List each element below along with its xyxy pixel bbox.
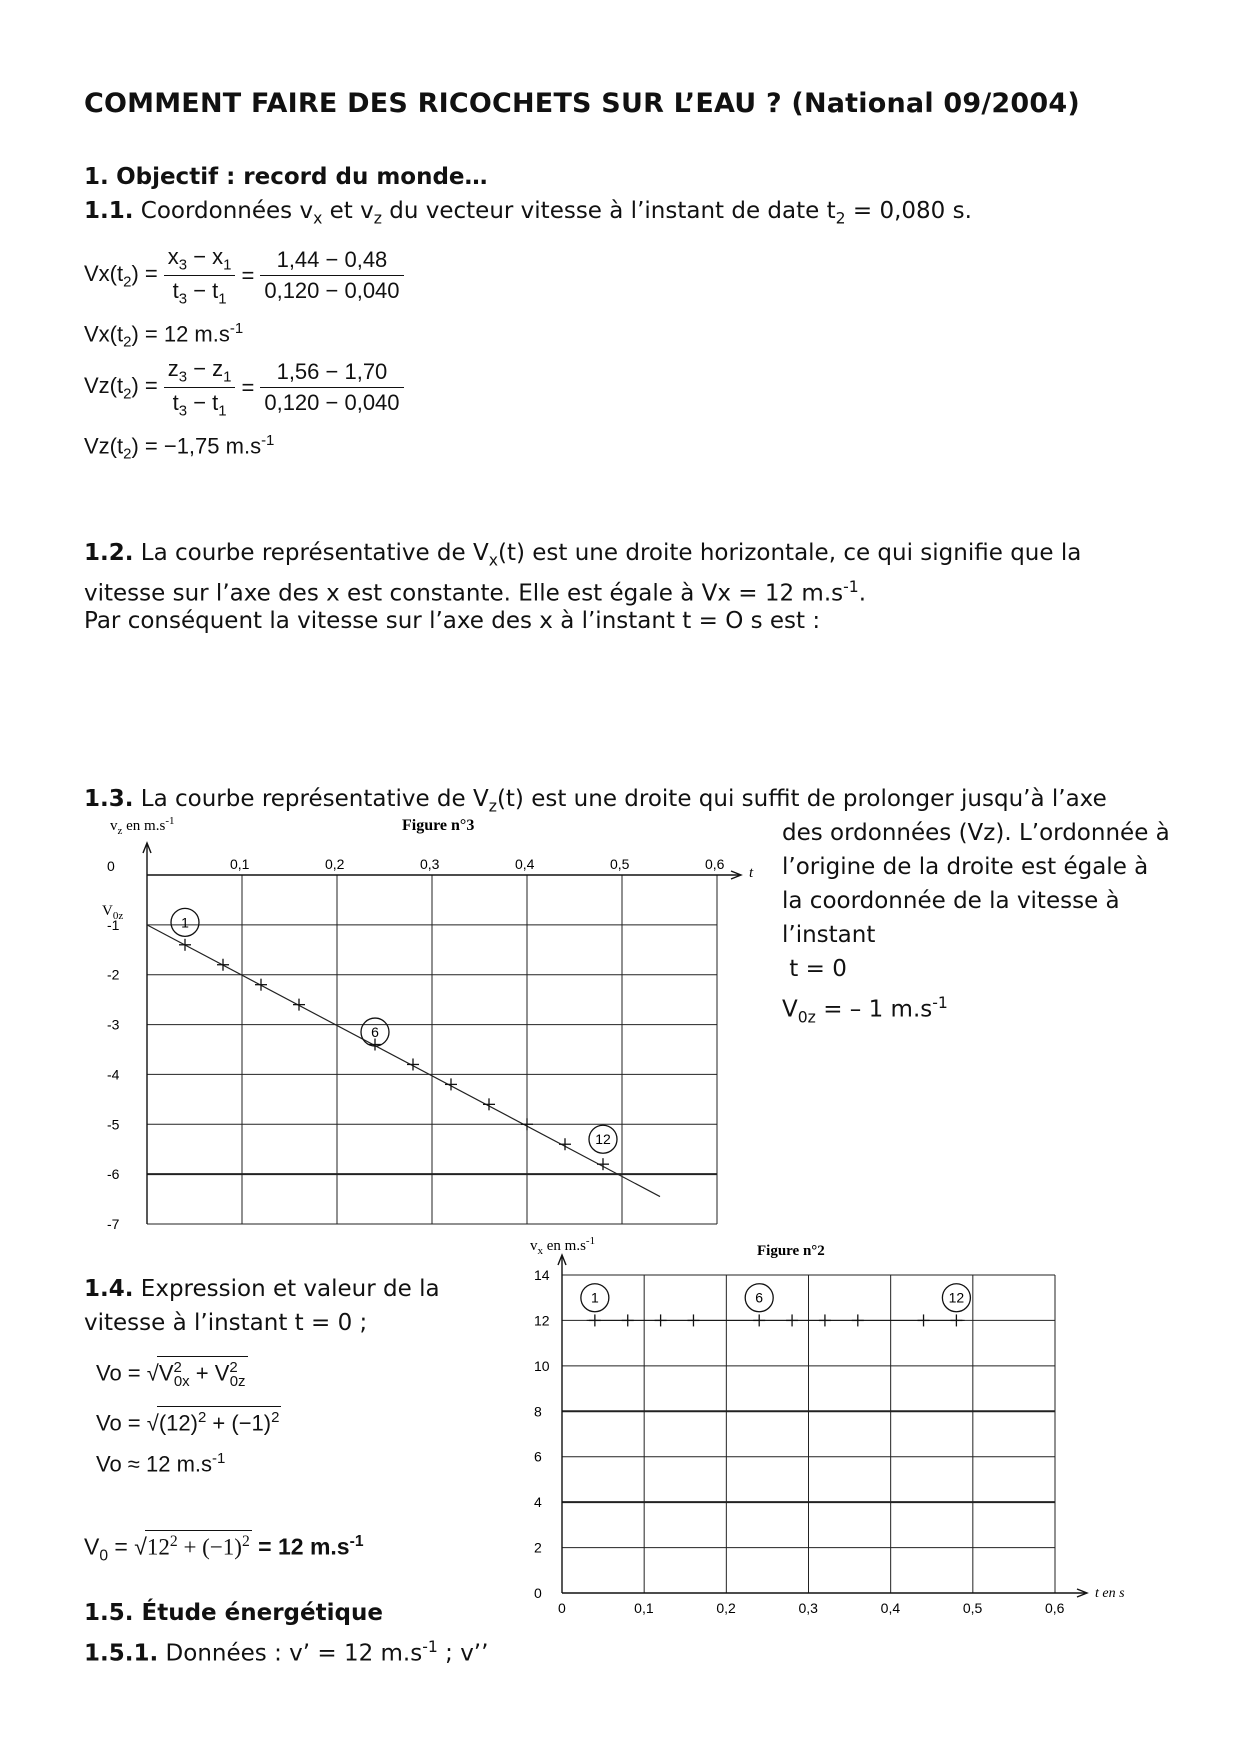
v0z-label: $V_{0z}$ xyxy=(102,903,124,922)
subscript: x xyxy=(313,208,323,228)
section-1-2-line1: 1.2. La courbe représentative de $V_x(t)$ est une droite horizontale, ce qui signifie que la xyxy=(84,540,1082,570)
section-1-3-line1: 1.3. La courbe représentative de $V_z(t)$ est une droite qui suffit de prolonger jusqu’à l’axe xyxy=(84,786,1107,816)
chart-title: Figure n°3 xyxy=(402,817,475,834)
y-tick-label: -3 xyxy=(107,1016,120,1033)
x-tick-label: 0 xyxy=(558,1600,566,1616)
y-tick-label: -1 xyxy=(107,916,120,933)
x-tick-label: 0,5 xyxy=(610,856,630,872)
text: du vecteur vitesse à l’instant de date t xyxy=(381,198,836,224)
section-1-2-line2: vitesse sur l’axe des x est constante. Elle est égale à Vx = 12 $m.s^{-1}$. xyxy=(84,577,867,607)
section-1-heading xyxy=(84,160,488,194)
section-number: 1.3. xyxy=(84,786,134,812)
text: = 0,080 s. xyxy=(845,198,972,224)
x-tick-label: 0,2 xyxy=(325,856,345,872)
x-tick-label: 0,1 xyxy=(634,1600,654,1616)
data-point xyxy=(217,959,229,971)
equals-sign: = xyxy=(241,262,255,288)
equation-v0-final: $V_0 = √12^2 + (-1)^2 = 12$ $m.s^{-1}$ xyxy=(84,1530,364,1565)
section-title: Objectif : record du monde… xyxy=(116,164,488,190)
y-tick-label: 10 xyxy=(534,1357,550,1374)
section-1-3-line2: des ordonnées (Vz). L’ordonnée à xyxy=(782,820,1170,846)
fraction-symbolic: $\frac{z_3 - z_1}{t_3 - t_1}$ xyxy=(164,356,236,420)
section-number: 1. xyxy=(84,164,109,190)
point-marker-label: 6 xyxy=(371,1024,379,1041)
section-1-3-result: $V_{0z}$ = – 1 $m.s^{-1}$ xyxy=(782,993,948,1027)
y-tick-label: -2 xyxy=(107,966,120,983)
point-marker-label: 12 xyxy=(948,1289,965,1306)
y-tick-label: -6 xyxy=(107,1166,120,1183)
x-axis-label: t xyxy=(749,865,754,881)
data-point xyxy=(179,939,191,951)
section-1-2-line3: Par conséquent la vitesse sur l’axe des x à l’instant t = O s est : xyxy=(84,608,821,634)
y-tick-label: 6 xyxy=(534,1448,542,1465)
section-1-5-heading: 1.5. Étude énergétique xyxy=(84,1600,383,1626)
point-marker-label: 12 xyxy=(595,1131,611,1148)
section-1-5-1-text: 1.5.1. Données : v’ = 12 $m.s^{-1}$ ; v’’ xyxy=(84,1637,489,1667)
x-tick-label: 0,4 xyxy=(880,1600,901,1616)
x-axis-label: t en s xyxy=(1095,1586,1125,1601)
section-1-4-line2: vitesse à l’instant t = 0 ; xyxy=(84,1310,368,1336)
result-vx: $Vx(t_2) = 12$ $m.s^{-1}$ xyxy=(84,320,244,351)
x-tick-label: 0,6 xyxy=(1045,1600,1065,1616)
data-point xyxy=(407,1058,419,1070)
fraction-numeric: $\frac{1,44 - 0,48}{0,120 - 0,040}$ xyxy=(260,247,403,304)
section-number: 1.2. xyxy=(84,540,134,566)
equation-vz xyxy=(84,356,404,420)
x-tick-label: 0,2 xyxy=(716,1600,736,1616)
result-vz: $Vz(t_2) = -1,75$ $m.s^{-1}$ xyxy=(84,432,275,463)
section-number: 1.5. xyxy=(84,1600,134,1626)
equation-vx xyxy=(84,244,404,308)
text: Coordonnées v xyxy=(140,198,314,224)
section-1-3-line3: l’origine de la droite est égale à xyxy=(782,854,1149,880)
y-tick-label: 0 xyxy=(107,858,115,874)
point-marker-label: 1 xyxy=(181,914,189,931)
section-1-3-line6: t = 0 xyxy=(782,956,847,982)
x-tick-label: 0,3 xyxy=(420,856,440,872)
text: et v xyxy=(322,198,374,224)
y-axis-label: $v_z$ en $m.s^{-1}$ xyxy=(110,815,175,837)
equation-v0-expression: $Vo = √V^2_{0x} + V^2_{0z}$ xyxy=(96,1356,248,1390)
x-tick-label: 0,4 xyxy=(515,856,535,872)
y-tick-label: 2 xyxy=(534,1539,542,1556)
point-marker-label: 1 xyxy=(590,1289,599,1306)
fraction-numeric: $\frac{1,56 - 1,70}{0,120 - 0,040}$ xyxy=(260,359,403,416)
section-1-3-line5: l’instant xyxy=(782,922,876,948)
figure-2-chart xyxy=(520,1230,1140,1620)
figure-3-chart xyxy=(80,808,770,1238)
data-point xyxy=(293,999,305,1011)
point-marker-label: 6 xyxy=(755,1289,764,1306)
y-tick-label: 12 xyxy=(534,1312,550,1329)
y-tick-label: -7 xyxy=(107,1216,120,1232)
section-number: 1.5.1. xyxy=(84,1640,159,1667)
y-tick-label: 8 xyxy=(534,1403,542,1420)
equation-lhs: $Vz(t_2)$ = xyxy=(84,373,158,403)
data-point xyxy=(369,1039,381,1051)
y-tick-label: 14 xyxy=(534,1267,550,1283)
x-tick-label: 0,1 xyxy=(230,856,250,872)
equation-v0-approx: Vo ≈ 12 $m.s^{-1}$ xyxy=(96,1450,226,1477)
y-tick-label: -4 xyxy=(107,1066,120,1083)
fit-line xyxy=(147,925,660,1197)
fraction-symbolic: $\frac{x_3 - x_1}{t_3 - t_1}$ xyxy=(164,244,236,308)
section-1-3-line4: la coordonnée de la vitesse à xyxy=(782,888,1120,914)
x-tick-label: 0,6 xyxy=(705,856,725,872)
equation-v0-substitution: $Vo = √(12)^2 + (-1)^2$ xyxy=(96,1406,281,1436)
section-1-1-text xyxy=(84,194,972,236)
data-point xyxy=(255,979,267,991)
section-number: 1.4. xyxy=(84,1276,134,1302)
section-number: 1.1. xyxy=(84,198,134,224)
subscript: z xyxy=(373,208,382,228)
section-1-4-line1: 1.4. Expression et valeur de la xyxy=(84,1276,440,1302)
subscript: 2 xyxy=(835,208,846,228)
x-tick-label: 0,3 xyxy=(798,1600,818,1616)
y-tick-label: 0 xyxy=(534,1585,542,1601)
x-tick-label: 0,5 xyxy=(962,1600,983,1616)
equation-lhs: $Vx(t_2)$ = xyxy=(84,261,158,291)
equals-sign: = xyxy=(241,374,255,400)
chart-title: Figure n°2 xyxy=(757,1243,825,1259)
y-tick-label: -5 xyxy=(107,1116,120,1133)
y-axis-label: $v_x$ en $m.s^{-1}$ xyxy=(530,1235,596,1257)
y-tick-label: 4 xyxy=(534,1494,542,1511)
page-title: COMMENT FAIRE DES RICOCHETS SUR L’EAU ? (National 09/2004) xyxy=(84,88,1080,119)
